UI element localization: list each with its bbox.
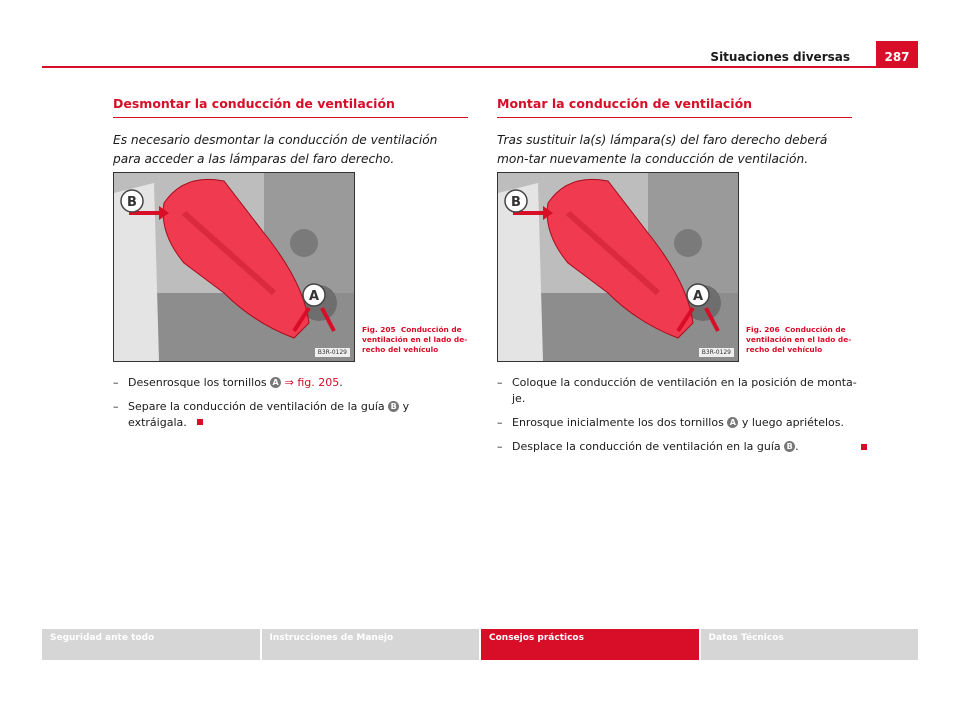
footer-tab-seguridad[interactable]: Seguridad ante todo bbox=[42, 629, 262, 660]
badge-a: A bbox=[270, 377, 281, 388]
engine-bay-illustration bbox=[498, 173, 738, 361]
figure-205-caption: Fig. 205 Conducción de ventilación en el lado de-recho del vehículo bbox=[362, 325, 468, 354]
header-rule bbox=[42, 66, 918, 68]
right-step-3: – Desplace la conducción de ventilación en la guía B . bbox=[497, 439, 867, 455]
right-intro: Tras sustituir la(s) lámpara(s) del faro derecho deberá mon-tar nuevamente la conducción de ventilación. bbox=[497, 133, 828, 166]
figure-206-caption: Fig. 206 Conducción de ventilación en el lado de-recho del vehículo bbox=[746, 325, 852, 354]
right-section-title: Montar la conducción de ventilación bbox=[497, 96, 852, 118]
left-section-title: Desmontar la conducción de ventilación bbox=[113, 96, 468, 118]
page-number: 287 bbox=[876, 41, 918, 68]
end-mark bbox=[197, 419, 203, 425]
figure-code: B3R-0129 bbox=[699, 348, 734, 357]
left-steps bbox=[113, 375, 478, 439]
footer-tab-datos[interactable]: Datos Técnicos bbox=[701, 629, 919, 660]
figure-206-image bbox=[497, 172, 739, 362]
right-steps bbox=[497, 375, 867, 463]
figure-205-image bbox=[113, 172, 355, 362]
footer-tab-instrucciones[interactable]: Instrucciones de Manejo bbox=[262, 629, 482, 660]
figure-label-b: B bbox=[511, 195, 521, 210]
right-step-1: – Coloque la conducción de ventilación en la posición de monta-je. bbox=[497, 376, 857, 405]
left-intro: Es necesario desmontar la conducción de ventilación para acceder a las lámparas del faro derecho. bbox=[113, 133, 438, 166]
figure-label-a: A bbox=[692, 289, 704, 304]
right-step-2: – Enrosque inicialmente los dos tornillos A y luego apriételos. bbox=[497, 416, 844, 429]
left-step-1: – Desenrosque los tornillos A ⇒ fig. 205. bbox=[113, 376, 343, 389]
right-column bbox=[497, 96, 852, 169]
left-column bbox=[113, 96, 468, 169]
fig-205-link[interactable]: ⇒ fig. 205 bbox=[284, 376, 340, 389]
badge-b: B bbox=[388, 401, 399, 412]
section-title: Situaciones diversas bbox=[710, 50, 850, 64]
footer-nav bbox=[42, 629, 918, 660]
badge-a: A bbox=[727, 417, 738, 428]
figure-label-a: A bbox=[308, 289, 320, 304]
engine-bay-illustration bbox=[114, 173, 354, 361]
end-mark bbox=[861, 444, 867, 450]
badge-b: B bbox=[784, 441, 795, 452]
figure-code: B3R-0129 bbox=[315, 348, 350, 357]
figure-label-b: B bbox=[127, 195, 137, 210]
footer-tab-consejos[interactable]: Consejos prácticos bbox=[481, 629, 701, 660]
left-step-2: – Separe la conducción de ventilación de la guía B y extráigala. bbox=[113, 400, 410, 429]
